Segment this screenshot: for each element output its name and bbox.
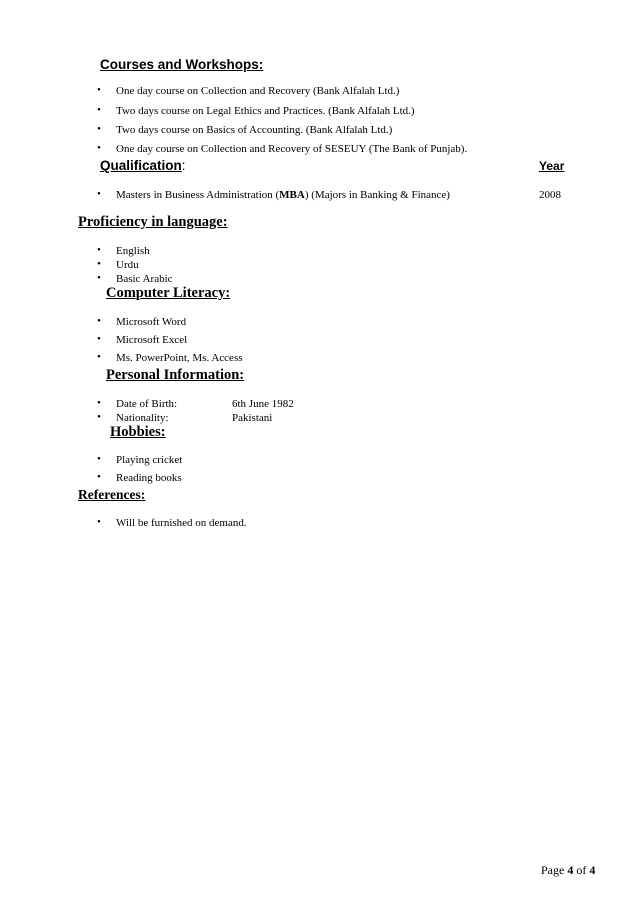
page-of-label: of (573, 863, 590, 877)
bullet: • (97, 471, 101, 483)
personal-label: Date of Birth: (116, 398, 178, 410)
bullet: • (97, 258, 101, 270)
references-heading: References: (78, 487, 146, 502)
page-current: 4 (567, 863, 574, 877)
hobby-item: Reading books (116, 472, 182, 484)
bullet: • (97, 84, 101, 96)
course-item: One day course on Collection and Recovery (Bank Alfalah Ltd.) (116, 85, 400, 97)
qualification-colon: : (181, 158, 186, 173)
year-heading: Year (539, 159, 565, 173)
page-label: Page (541, 863, 568, 877)
computer-item: Microsoft Excel (116, 334, 188, 346)
page-total: 4 (589, 863, 596, 877)
bullet: • (97, 123, 101, 135)
courses-heading: Courses and Workshops: (100, 57, 264, 72)
personal-value: 6th June 1982 (232, 398, 294, 410)
personal-label: Nationality: (116, 412, 169, 424)
bullet: • (97, 516, 101, 528)
bullet: • (97, 104, 101, 116)
bullet: • (97, 188, 101, 200)
bullet: • (97, 315, 101, 327)
degree-suffix: ) (Majors in Banking & Finance) (304, 189, 450, 201)
bullet: • (97, 351, 101, 363)
language-item: English (116, 245, 150, 257)
bullet: • (97, 411, 101, 423)
bullet: • (97, 142, 101, 154)
computer-item: Microsoft Word (116, 316, 187, 328)
bullet: • (97, 333, 101, 345)
qualification-year: 2008 (539, 189, 561, 201)
course-item: Two days course on Basics of Accounting. (Bank Alfalah Ltd.) (116, 124, 393, 136)
course-item: One day course on Collection and Recovery of SESEUY (The Bank of Punjab). (116, 143, 468, 155)
language-item: Urdu (116, 259, 139, 271)
degree-prefix: Masters in Business Administration ( (116, 189, 280, 201)
bullet: • (97, 272, 101, 284)
bullet: • (97, 453, 101, 465)
hobby-item: Playing cricket (116, 454, 183, 466)
degree-abbr: MBA (279, 189, 305, 201)
qualification-heading: Qualification (100, 158, 182, 173)
language-item: Basic Arabic (116, 273, 173, 285)
qualification-heading-row (100, 157, 186, 175)
personal-heading: Personal Information: (106, 367, 245, 383)
reference-item: Will be furnished on demand. (116, 517, 247, 529)
page-number (541, 863, 595, 878)
hobbies-heading: Hobbies: (110, 424, 166, 440)
bullet: • (97, 397, 101, 409)
language-heading: Proficiency in language: (78, 214, 228, 230)
computer-heading: Computer Literacy: (106, 285, 231, 301)
qualification-degree (116, 189, 450, 201)
personal-value: Pakistani (232, 412, 273, 424)
course-item: Two days course on Legal Ethics and Practices. (Bank Alfalah Ltd.) (116, 105, 415, 117)
bullet: • (97, 244, 101, 256)
computer-item: Ms. PowerPoint, Ms. Access (116, 352, 243, 364)
